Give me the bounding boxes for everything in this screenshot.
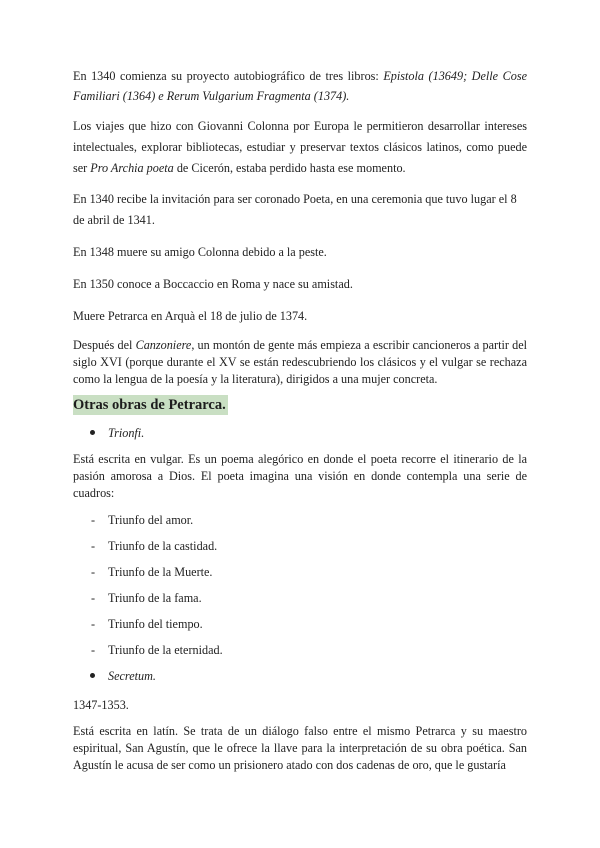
list-item-text: Triunfo del amor. <box>108 513 194 527</box>
dash-marker: - <box>91 617 96 631</box>
bullet-icon <box>90 430 95 435</box>
paragraph-canzoniere <box>73 337 527 388</box>
list-item <box>73 587 527 609</box>
document-body <box>73 66 527 774</box>
list-item-text: Triunfo de la eternidad. <box>108 643 223 657</box>
dash-marker: - <box>91 539 96 553</box>
list-item <box>73 535 527 557</box>
list-item-text: Triunfo del tiempo. <box>108 617 203 631</box>
section-heading-text: Otras obras de Petrarca. <box>73 397 226 413</box>
paragraph-text: Después del <box>73 338 136 352</box>
dash-marker: - <box>91 565 96 579</box>
list-item-text: Triunfo de la fama. <box>108 591 202 605</box>
work-title: Pro Archia poeta <box>90 161 174 175</box>
paragraph-petrarca-death: Muere Petrarca en Arquà el 18 de julio de 1374. <box>73 309 308 323</box>
dash-marker: - <box>91 591 96 605</box>
paragraph-text: Los viajes que hizo con Giovanni Colonna por Europa le permitieron desarrollar intereses intelectuales, explorar bibliotecas, estudiar y preservar textos clásicos latinos, como puede ser <box>73 119 527 175</box>
section-heading <box>73 395 527 415</box>
paragraph-colonna-death: En 1348 muere su amigo Colonna debido a la peste. <box>73 245 327 259</box>
list-item-text: Triunfo de la Muerte. <box>108 565 213 579</box>
dash-marker: - <box>91 513 96 527</box>
triumphs-list <box>73 509 527 661</box>
list-item <box>73 613 527 635</box>
paragraph-secretum-dates: 1347-1353. <box>73 698 129 712</box>
paragraph-text: , un montón de gente más empieza a escribir cancioneros a partir del siglo XVI (porque durante el XV se están redescubriendo los clásicos y el vulgar se rechaza como la lengua de la poesía y la literatura), dirigidos a una mujer concreta. <box>73 338 527 386</box>
paragraph-secretum-description: Está escrita en latín. Se trata de un diálogo falso entre el mismo Petrarca y su maestro espiritual, San Agustín, que le ofrece la llave para la interpretación de su obra poética. San Agustín le acusa de ser como un prisionero atado con dos cadenas de oro, que le gustaría <box>73 724 527 772</box>
book-titles: Epistola (13649; Delle Cose Familiari (1364) e Rerum Vulgarium Fragmenta (1374). <box>73 69 527 103</box>
work-title: Secretum. <box>108 669 156 683</box>
list-item <box>73 509 527 531</box>
list-item-secretum <box>73 665 527 687</box>
list-item <box>73 561 527 583</box>
list-item <box>73 639 527 661</box>
list-item-trionfi <box>73 422 527 444</box>
paragraph-text: de Cicerón, estaba perdido hasta ese momento. <box>173 161 406 175</box>
bullet-icon <box>90 673 95 678</box>
paragraph-text: En 1340 comienza su proyecto autobiográfico de tres libros: <box>73 69 384 83</box>
dash-marker: - <box>91 643 96 657</box>
paragraph-coronation: En 1340 recibe la invitación para ser coronado Poeta, en una ceremonia que tuvo lugar el 8 de abril de 1341. <box>73 192 517 227</box>
paragraph-travels <box>73 116 527 179</box>
list-item-text: Triunfo de la castidad. <box>108 539 218 553</box>
work-title: Canzoniere <box>135 338 192 352</box>
paragraph-boccaccio: En 1350 conoce a Boccaccio en Roma y nace su amistad. <box>73 277 353 291</box>
paragraph-autobiographical-project <box>73 66 527 106</box>
work-title: Trionfi. <box>108 426 145 440</box>
paragraph-trionfi-description: Está escrita en vulgar. Es un poema alegórico en donde el poeta recorre el itinerario de la pasión amorosa a Dios. El poeta imagina una visión en donde contempla una serie de cuadros: <box>73 452 527 500</box>
